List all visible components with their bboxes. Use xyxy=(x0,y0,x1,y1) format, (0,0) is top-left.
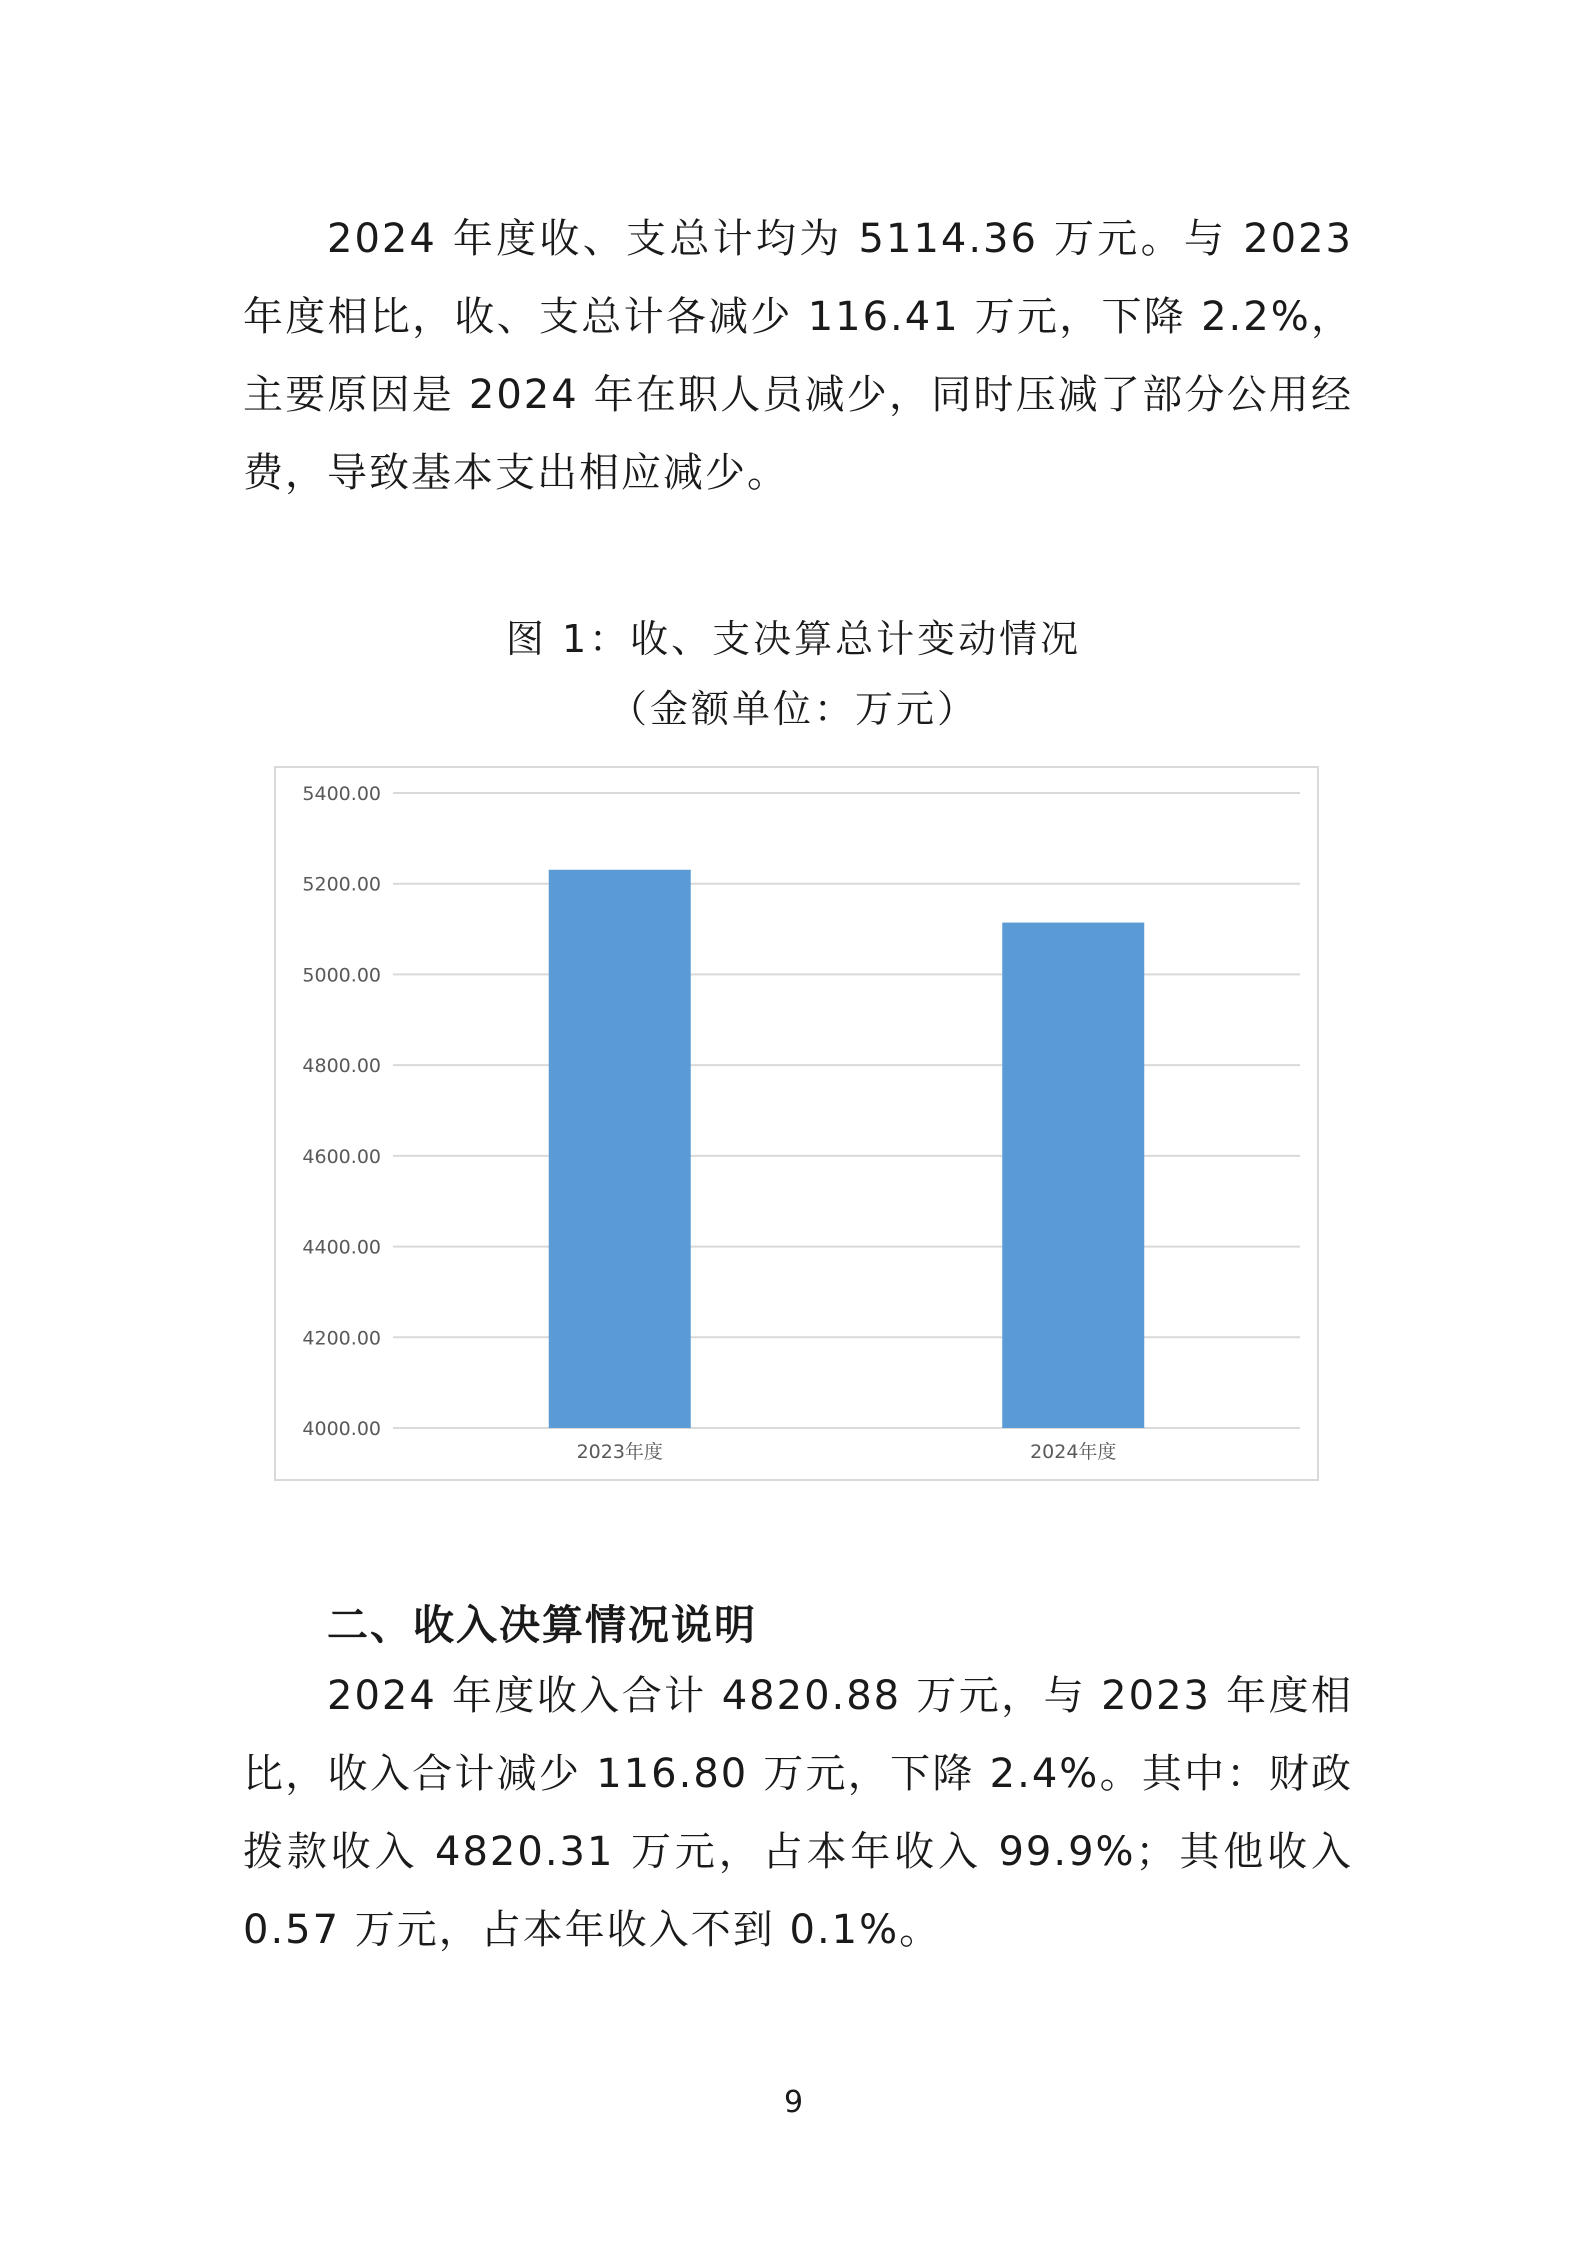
bar-2 xyxy=(1002,923,1144,1428)
y-tick-label: 4400.00 xyxy=(302,1236,381,1259)
figure-title: 图 1：收、支决算总计变动情况 xyxy=(505,617,1082,661)
y-tick-label: 4800.00 xyxy=(302,1055,381,1078)
y-tick-label: 5400.00 xyxy=(302,783,381,805)
page-number: 9 xyxy=(783,2085,804,2120)
y-tick-label: 4200.00 xyxy=(302,1327,381,1350)
y-tick-label: 4000.00 xyxy=(302,1418,381,1440)
x-tick-label: 2023年度 xyxy=(576,1441,663,1463)
paragraph-summary: 2024 年度收、支总计均为 5114.36 万元。与 2023 年度相比，收、支总计各减少 116.41 万元，下降 2.2%，主要原因是 2024 年在职人员减少，同时压减了部分公用经费，导致基本支出相应减少。 xyxy=(243,216,1353,496)
bar-chart xyxy=(276,768,1321,1483)
x-tick-label: 2024年度 xyxy=(1030,1441,1117,1463)
y-tick-label: 5200.00 xyxy=(302,873,381,896)
figure-unit: （金额单位：万元） xyxy=(608,687,978,731)
chart-container xyxy=(274,766,1319,1481)
bar-1 xyxy=(549,870,691,1428)
y-tick-label: 5000.00 xyxy=(302,964,381,987)
paragraph-income: 2024 年度收入合计 4820.88 万元，与 2023 年度相比，收入合计减少 116.80 万元，下降 2.4%。其中：财政拨款收入 4820.31 万元，占本年收入 99.9%；其他收入 0.57 万元，占本年收入不到 0.1%。 xyxy=(243,1673,1353,1953)
y-tick-label: 4600.00 xyxy=(302,1145,381,1168)
section-heading: 二、收入决算情况说明 xyxy=(327,1601,757,1649)
